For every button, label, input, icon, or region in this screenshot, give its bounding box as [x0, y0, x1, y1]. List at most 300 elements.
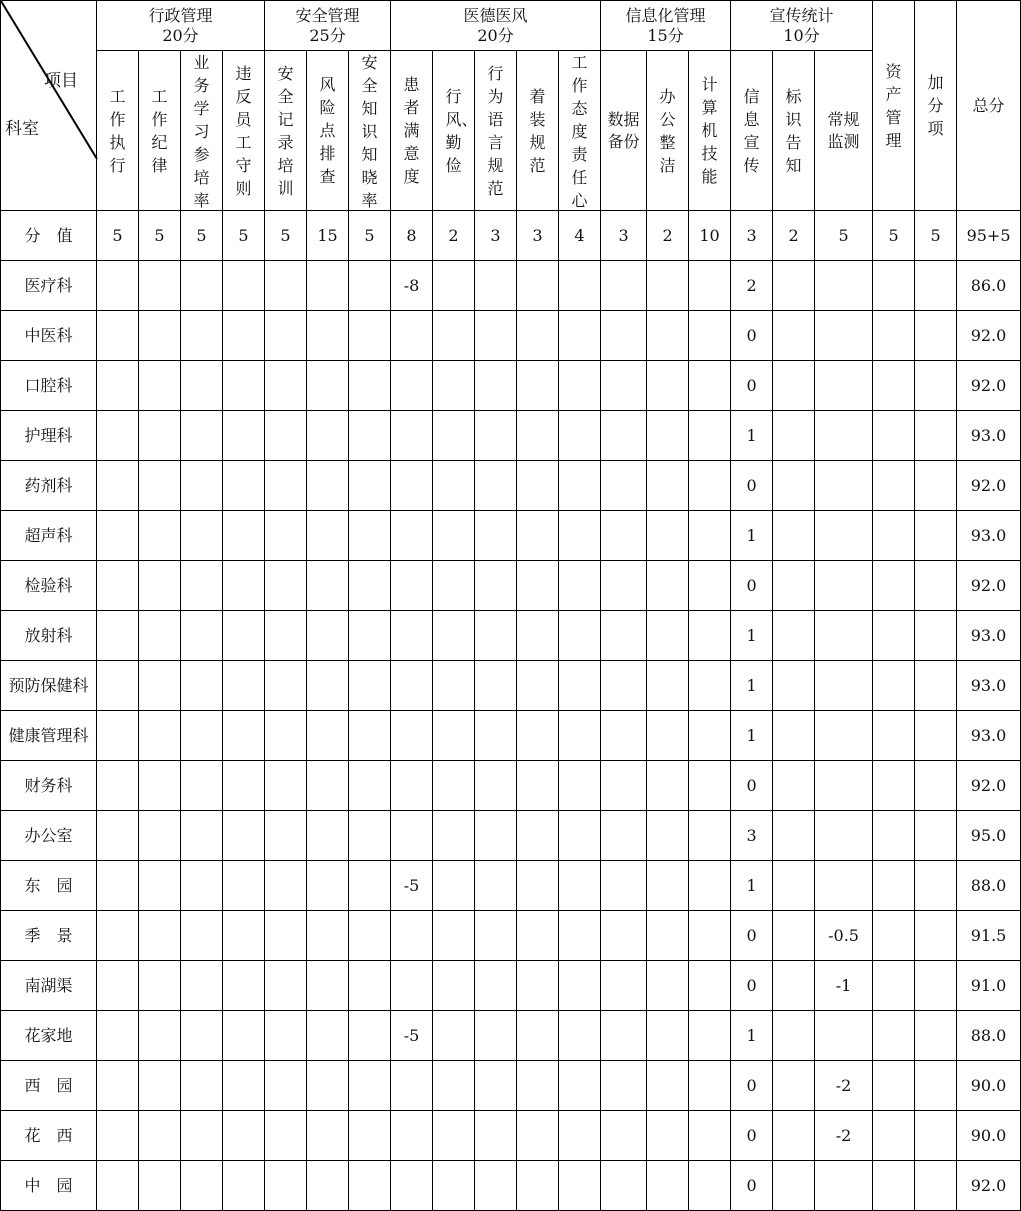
score-cell: 3: [731, 211, 773, 261]
score-cell: [773, 461, 815, 511]
score-cell: [601, 711, 647, 761]
score-cell: 5: [223, 211, 265, 261]
score-cell: [223, 461, 265, 511]
score-cell: [915, 611, 957, 661]
score-cell: [647, 461, 689, 511]
score-cell: [601, 761, 647, 811]
total-score: 92.0: [957, 311, 1021, 361]
department-name: 西 园: [1, 1061, 97, 1111]
score-cell: [97, 1061, 139, 1111]
score-cell: [915, 911, 957, 961]
score-cell: [517, 711, 559, 761]
score-cell: [559, 711, 601, 761]
score-cell: [647, 811, 689, 861]
score-cell: [517, 311, 559, 361]
score-cell: [265, 961, 307, 1011]
score-cell: [873, 611, 915, 661]
department-name: 医疗科: [1, 261, 97, 311]
score-cell: [307, 911, 349, 961]
score-cell: [773, 1161, 815, 1211]
total-score: 95.0: [957, 811, 1021, 861]
score-cell: [223, 1061, 265, 1111]
score-cell: [139, 511, 181, 561]
score-cell: [349, 1061, 391, 1111]
sub-header-cell: [139, 51, 181, 211]
department-name: 健康管理科: [1, 711, 97, 761]
score-cell: [689, 361, 731, 411]
score-cell: [773, 711, 815, 761]
score-cell: [139, 1111, 181, 1161]
department-name: 花 西: [1, 1111, 97, 1161]
score-cell: [647, 961, 689, 1011]
table-row: [1, 1111, 1021, 1161]
score-cell: [815, 361, 873, 411]
score-cell: [475, 811, 517, 861]
score-cell: [517, 561, 559, 611]
score-cell: [433, 361, 475, 411]
score-cell: [265, 611, 307, 661]
score-cell: [559, 811, 601, 861]
sub-header-label: 行风、勤俭: [445, 86, 478, 175]
score-cell: [97, 561, 139, 611]
score-cell: [647, 661, 689, 711]
score-cell: [773, 561, 815, 611]
score-cell: [815, 711, 873, 761]
score-cell: [349, 1111, 391, 1161]
score-cell: [915, 361, 957, 411]
score-cell: [181, 261, 223, 311]
table-row: [1, 811, 1021, 861]
score-cell: [773, 911, 815, 961]
sub-header-cell: [559, 51, 601, 211]
score-cell: [265, 311, 307, 361]
score-cell: 5: [181, 211, 223, 261]
score-cell: [915, 311, 957, 361]
score-cell: [773, 761, 815, 811]
score-cell: [433, 261, 475, 311]
group-admin: [97, 1, 265, 51]
score-cell: [601, 661, 647, 711]
score-cell: [181, 611, 223, 661]
score-cell: [307, 1161, 349, 1211]
score-cell: [815, 411, 873, 461]
group-name: 宣传统计: [769, 6, 834, 26]
score-cell: [265, 511, 307, 561]
score-cell: [517, 411, 559, 461]
score-cell: 1: [731, 861, 773, 911]
score-cell: [349, 561, 391, 611]
score-cell: [773, 961, 815, 1011]
score-cell: [601, 511, 647, 561]
score-cell: [689, 1111, 731, 1161]
table-row: [1, 361, 1021, 411]
score-cell: [349, 661, 391, 711]
score-cell: [689, 461, 731, 511]
score-cell: [689, 761, 731, 811]
score-cell: [139, 1011, 181, 1061]
department-name: 南湖渠: [1, 961, 97, 1011]
score-cell: [559, 911, 601, 961]
sub-header-cell: [601, 51, 647, 211]
score-cell: [97, 1011, 139, 1061]
score-cell: [307, 511, 349, 561]
score-cell: 0: [731, 761, 773, 811]
score-cell: [873, 1011, 915, 1061]
sub-header-cell: [731, 51, 773, 211]
score-cell: [915, 961, 957, 1011]
total-score: 92.0: [957, 561, 1021, 611]
total-score: 93.0: [957, 711, 1021, 761]
score-cell: [391, 1161, 433, 1211]
score-cell: [815, 311, 873, 361]
score-cell: [349, 911, 391, 961]
score-cell: [265, 711, 307, 761]
score-cell: [559, 861, 601, 911]
header-bonus-label: 加分项: [927, 73, 944, 139]
table-row: [1, 261, 1021, 311]
score-cell: [391, 411, 433, 461]
score-cell: [223, 761, 265, 811]
score-cell: [433, 411, 475, 461]
score-cell: [391, 561, 433, 611]
score-cell: [815, 1161, 873, 1211]
score-cell: [873, 1061, 915, 1111]
score-cell: [915, 1111, 957, 1161]
score-cell: [433, 311, 475, 361]
score-cell: [815, 811, 873, 861]
score-cell: 2: [433, 211, 475, 261]
score-cell: [223, 411, 265, 461]
group-name: 行政管理: [148, 6, 213, 26]
score-cell: [689, 861, 731, 911]
score-cell: [181, 1011, 223, 1061]
score-cell: [181, 361, 223, 411]
sub-header-cell: [181, 51, 223, 211]
score-cell: [601, 361, 647, 411]
score-cell: [517, 361, 559, 411]
score-cell: [265, 1161, 307, 1211]
score-cell: [475, 561, 517, 611]
score-cell: [559, 1161, 601, 1211]
score-cell: [223, 961, 265, 1011]
corner-dept-label: 科室: [5, 119, 39, 139]
score-cell: [433, 661, 475, 711]
score-cell: [265, 361, 307, 411]
score-cell: [349, 261, 391, 311]
score-cell: [559, 511, 601, 561]
score-cell: 1: [731, 661, 773, 711]
score-cell: [915, 711, 957, 761]
sub-header-cell: [307, 51, 349, 211]
header-bonus: [915, 1, 957, 211]
group-points: 15分: [647, 25, 684, 45]
score-cell: 95+5: [957, 211, 1021, 261]
score-cell: [517, 861, 559, 911]
score-cell: [559, 261, 601, 311]
score-cell: [391, 611, 433, 661]
score-cell: [97, 1161, 139, 1211]
score-cell: [97, 861, 139, 911]
score-cell: [391, 961, 433, 1011]
score-cell: [139, 411, 181, 461]
score-cell: [873, 1161, 915, 1211]
score-cell: 3: [731, 811, 773, 861]
score-cell: [433, 611, 475, 661]
score-cell: [97, 761, 139, 811]
sub-header-cell: [815, 51, 873, 211]
score-cell: [265, 861, 307, 911]
sub-header-label: 工作执行: [109, 86, 126, 175]
sub-header-cell: [517, 51, 559, 211]
score-cell: [391, 811, 433, 861]
sub-header-label: 风险点排查: [319, 75, 336, 187]
score-cell: 3: [475, 211, 517, 261]
score-cell: [223, 861, 265, 911]
score-cell: 4: [559, 211, 601, 261]
score-cell: [223, 561, 265, 611]
score-cell: [475, 461, 517, 511]
score-cell: -5: [391, 1011, 433, 1061]
score-cell: [647, 1111, 689, 1161]
sub-header-cell: [475, 51, 517, 211]
score-cell: [601, 861, 647, 911]
score-cell: [265, 761, 307, 811]
group-it: [601, 1, 731, 51]
header-assets: [873, 1, 915, 211]
sub-header-label: 患者满意度: [403, 75, 420, 187]
score-cell: [349, 811, 391, 861]
score-cell: [181, 411, 223, 461]
score-cell: [475, 961, 517, 1011]
total-score: 93.0: [957, 511, 1021, 561]
score-cell: [517, 511, 559, 561]
score-cell: [307, 361, 349, 411]
department-name: 护理科: [1, 411, 97, 461]
score-cell: [181, 1061, 223, 1111]
score-cell: [773, 1011, 815, 1061]
score-cell: [391, 511, 433, 561]
score-cell: [815, 461, 873, 511]
score-cell: [559, 561, 601, 611]
score-cell: [517, 661, 559, 711]
group-ethics: [391, 1, 601, 51]
score-cell: [689, 1061, 731, 1111]
score-cell: 0: [731, 461, 773, 511]
score-cell: [349, 1161, 391, 1211]
score-cell: [265, 261, 307, 311]
group-points: 20分: [477, 25, 514, 45]
score-cell: [815, 611, 873, 661]
score-cell: [433, 961, 475, 1011]
score-cell: [773, 311, 815, 361]
score-cell: [647, 761, 689, 811]
score-cell: [139, 761, 181, 811]
score-cell: [433, 1161, 475, 1211]
score-cell: [97, 661, 139, 711]
score-cell: [307, 1111, 349, 1161]
score-cell: 5: [349, 211, 391, 261]
score-cell: 1: [731, 711, 773, 761]
group-points: 10分: [783, 25, 820, 45]
score-cell: [265, 461, 307, 511]
score-cell: [475, 911, 517, 961]
score-cell: -1: [815, 961, 873, 1011]
score-cell: [601, 411, 647, 461]
score-cell: [915, 1061, 957, 1111]
score-cell: [307, 411, 349, 461]
score-cell: [181, 561, 223, 611]
total-score: 92.0: [957, 361, 1021, 411]
group-header-row: [1, 1, 1021, 51]
score-cell: [915, 461, 957, 511]
score-cell: [647, 311, 689, 361]
department-name: 放射科: [1, 611, 97, 661]
table-row: [1, 761, 1021, 811]
score-cell: [689, 661, 731, 711]
score-cell: [647, 261, 689, 311]
score-cell: [307, 711, 349, 761]
score-cell: [97, 261, 139, 311]
score-cell: [265, 411, 307, 461]
score-cell: 1: [731, 511, 773, 561]
score-cell: [307, 961, 349, 1011]
score-cell: [689, 711, 731, 761]
department-name: 检验科: [1, 561, 97, 611]
score-cell: [475, 611, 517, 661]
score-cell: [559, 1111, 601, 1161]
score-cell: [689, 261, 731, 311]
group-publicity: [731, 1, 873, 51]
score-cell: [475, 261, 517, 311]
score-cell: [307, 861, 349, 911]
department-name: 中 园: [1, 1161, 97, 1211]
table-row: [1, 561, 1021, 611]
score-cell: [647, 861, 689, 911]
score-cell: [265, 661, 307, 711]
score-cell: [349, 361, 391, 411]
table-row: [1, 1061, 1021, 1111]
sub-header-label: 计算机技能: [701, 75, 718, 187]
score-cell: [97, 711, 139, 761]
score-cell: [181, 711, 223, 761]
score-cell: [517, 911, 559, 961]
score-cell: 0: [731, 961, 773, 1011]
score-cell: [559, 761, 601, 811]
total-score: 86.0: [957, 261, 1021, 311]
score-cell: [815, 511, 873, 561]
score-cell: [475, 711, 517, 761]
score-cell: 10: [689, 211, 731, 261]
score-cell: [181, 511, 223, 561]
score-cell: [559, 361, 601, 411]
score-cell: 0: [731, 1111, 773, 1161]
score-cell: [815, 561, 873, 611]
total-score: 93.0: [957, 411, 1021, 461]
score-cell: [139, 561, 181, 611]
sub-header-cell: [689, 51, 731, 211]
total-score: 88.0: [957, 1011, 1021, 1061]
group-safety: [265, 1, 391, 51]
score-cell: [601, 1011, 647, 1061]
score-cell: 8: [391, 211, 433, 261]
score-cell: [475, 361, 517, 411]
score-cell: [647, 411, 689, 461]
score-cell: [349, 611, 391, 661]
score-cell: [181, 961, 223, 1011]
score-cell: 15: [307, 211, 349, 261]
score-cell: [223, 911, 265, 961]
score-cell: [139, 261, 181, 311]
score-cell: [139, 311, 181, 361]
sub-header-label: 办公整洁: [659, 86, 676, 175]
score-cell: [559, 1061, 601, 1111]
score-cell: [815, 761, 873, 811]
score-cell: [559, 611, 601, 661]
sub-header-cell: [391, 51, 433, 211]
score-cell: [223, 661, 265, 711]
score-cell: [601, 561, 647, 611]
score-cell: [433, 461, 475, 511]
score-cell: 5: [915, 211, 957, 261]
score-cell: [223, 311, 265, 361]
total-score: 92.0: [957, 1161, 1021, 1211]
score-cell: 0: [731, 911, 773, 961]
score-cell: [601, 311, 647, 361]
score-cell: 0: [731, 1061, 773, 1111]
sub-header-cell: [433, 51, 478, 211]
score-cell: [139, 611, 181, 661]
score-cell: [601, 1161, 647, 1211]
total-score: 92.0: [957, 461, 1021, 511]
score-cell: [391, 761, 433, 811]
sub-header-cell: [647, 51, 689, 211]
score-cell: [647, 1161, 689, 1211]
group-points: 20分: [162, 25, 199, 45]
department-name: 财务科: [1, 761, 97, 811]
score-cell: [689, 611, 731, 661]
score-cell: [689, 561, 731, 611]
total-score: 93.0: [957, 611, 1021, 661]
score-cell: [433, 1011, 475, 1061]
score-cell: 1: [731, 411, 773, 461]
sub-header-label: 常规监测: [827, 109, 860, 151]
score-cell: [265, 1061, 307, 1111]
score-cell: [559, 661, 601, 711]
sub-header-label: 安全记录培训: [277, 63, 294, 198]
score-cell: [97, 511, 139, 561]
score-cell: [915, 761, 957, 811]
header-total: 总分: [957, 1, 1021, 211]
total-score: 90.0: [957, 1061, 1021, 1111]
score-cell: [349, 861, 391, 911]
score-cell: [307, 461, 349, 511]
total-score: 91.5: [957, 911, 1021, 961]
score-cell: [307, 261, 349, 311]
score-cell: [349, 711, 391, 761]
department-name: 花家地: [1, 1011, 97, 1061]
score-cell: [139, 711, 181, 761]
score-cell: 0: [731, 1161, 773, 1211]
score-cell: 3: [517, 211, 559, 261]
score-cell: [181, 1111, 223, 1161]
score-cell: [601, 811, 647, 861]
score-cell: [915, 1011, 957, 1061]
score-cell: [873, 411, 915, 461]
score-cell: [349, 761, 391, 811]
score-cell: [223, 811, 265, 861]
score-cell: [773, 611, 815, 661]
sub-header-label: 标识告知: [785, 86, 802, 175]
